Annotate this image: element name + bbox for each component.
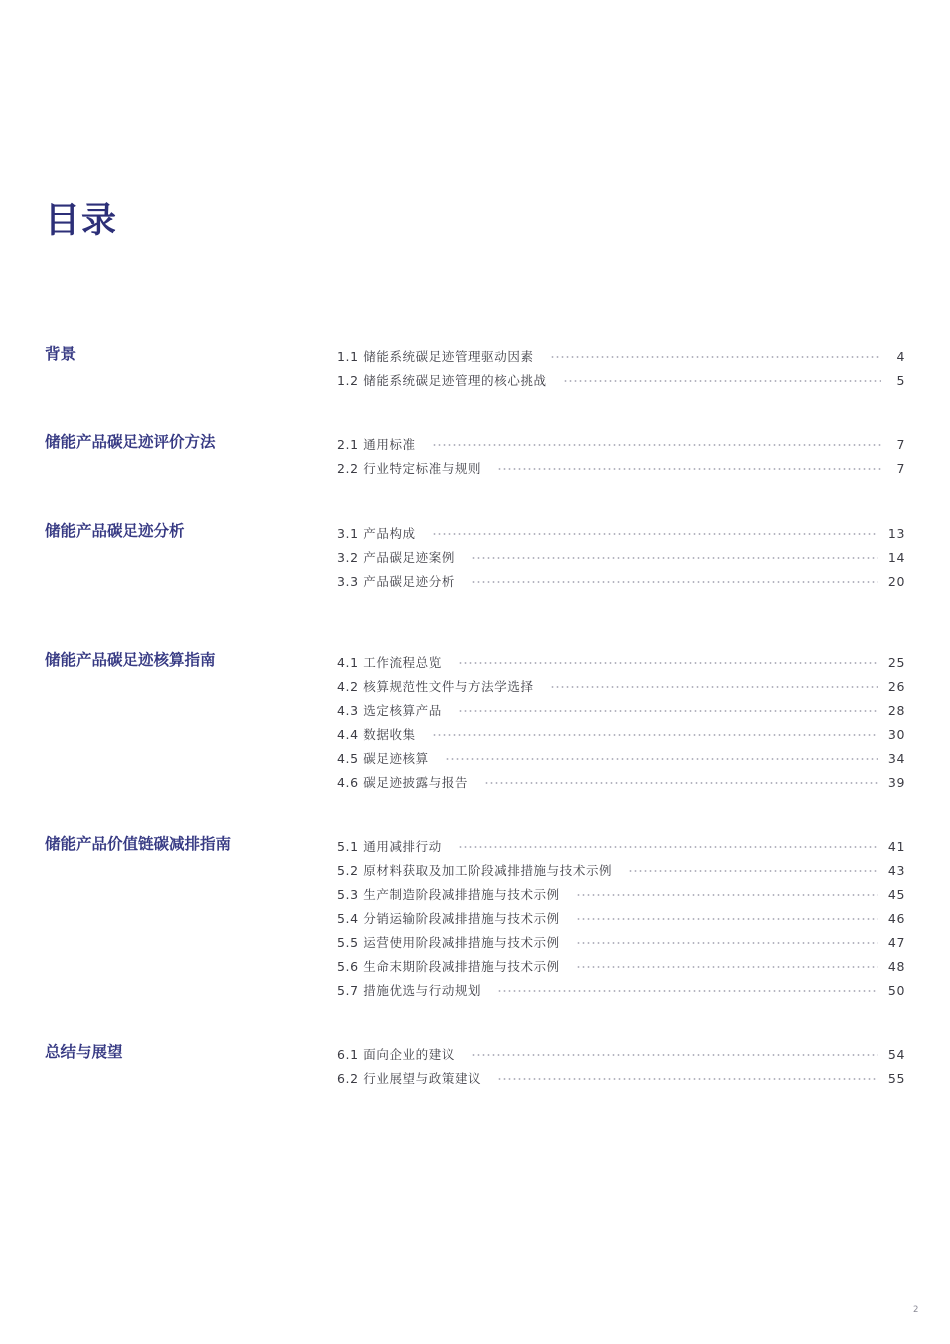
- toc-entry[interactable]: [337, 652, 905, 672]
- dotted-leader: [550, 356, 881, 358]
- toc-entry-label: 6.1 面向企业的建议: [337, 1047, 455, 1062]
- section-heading[interactable]: 背景: [45, 345, 77, 363]
- toc-entry-label: 5.7 措施优选与行动规划: [337, 983, 482, 998]
- toc-entry-label: 4.5 碳足迹核算: [337, 751, 429, 766]
- toc-entry-page: 25: [887, 654, 905, 670]
- toc-entry[interactable]: [337, 434, 905, 454]
- toc-entry-page: 34: [887, 750, 905, 766]
- dotted-leader: [458, 846, 878, 848]
- toc-entry-label: 3.2 产品碳足迹案例: [337, 550, 455, 565]
- toc-entry[interactable]: [337, 772, 905, 792]
- toc-entry[interactable]: [337, 523, 905, 543]
- toc-entry-page: 4: [896, 348, 905, 364]
- toc-entry-label: 6.2 行业展望与政策建议: [337, 1071, 482, 1086]
- dotted-leader: [576, 942, 878, 944]
- page-title: 目录: [45, 201, 118, 241]
- toc-entry[interactable]: [337, 956, 905, 976]
- toc-entry[interactable]: [337, 458, 905, 478]
- dotted-leader: [576, 894, 878, 896]
- toc-entry[interactable]: [337, 908, 905, 928]
- dotted-leader: [458, 662, 878, 664]
- dotted-leader: [563, 380, 881, 382]
- dotted-leader: [432, 533, 878, 535]
- toc-entry-label: 5.2 原材料获取及加工阶段减排措施与技术示例: [337, 863, 613, 878]
- dotted-leader: [484, 782, 878, 784]
- toc-entry-page: 26: [887, 678, 905, 694]
- toc-entry[interactable]: [337, 980, 905, 1000]
- toc-entry-label: 4.2 核算规范性文件与方法学选择: [337, 679, 534, 694]
- toc-entry-label: 5.1 通用减排行动: [337, 839, 442, 854]
- toc-entry-label: 4.4 数据收集: [337, 727, 416, 742]
- toc-entry-label: 1.2 储能系统碳足迹管理的核心挑战: [337, 373, 547, 388]
- toc-entry-page: 7: [896, 436, 905, 452]
- toc-entry[interactable]: [337, 1044, 905, 1064]
- toc-entry-page: 20: [887, 573, 905, 589]
- toc-entry-page: 39: [887, 774, 905, 790]
- toc-entry[interactable]: [337, 836, 905, 856]
- toc-entry-page: 14: [887, 549, 905, 565]
- toc-entry-label: 5.5 运营使用阶段减排措施与技术示例: [337, 935, 560, 950]
- toc-entry[interactable]: [337, 571, 905, 591]
- toc-entry-label: 4.3 选定核算产品: [337, 703, 442, 718]
- toc-entry-label: 4.1 工作流程总览: [337, 655, 442, 670]
- page-number: 2: [913, 1305, 919, 1315]
- toc-entry[interactable]: [337, 724, 905, 744]
- dotted-leader: [497, 990, 878, 992]
- toc-entry-page: 43: [887, 862, 905, 878]
- toc-entry-label: 2.2 行业特定标准与规则: [337, 461, 482, 476]
- toc-entry-page: 54: [887, 1046, 905, 1062]
- dotted-leader: [550, 686, 878, 688]
- section-heading[interactable]: 总结与展望: [45, 1043, 123, 1061]
- dotted-leader: [471, 581, 878, 583]
- dotted-leader: [471, 557, 878, 559]
- dotted-leader: [576, 966, 878, 968]
- dotted-leader: [432, 734, 878, 736]
- toc-entry[interactable]: [337, 547, 905, 567]
- toc-entry[interactable]: [337, 346, 905, 366]
- toc-entry-page: 13: [887, 525, 905, 541]
- toc-entry-label: 5.4 分销运输阶段减排措施与技术示例: [337, 911, 560, 926]
- toc-entry-page: 50: [887, 982, 905, 998]
- toc-entry-page: 48: [887, 958, 905, 974]
- section-heading[interactable]: 储能产品碳足迹评价方法: [45, 433, 216, 451]
- dotted-leader: [471, 1054, 878, 1056]
- toc-entry-label: 1.1 储能系统碳足迹管理驱动因素: [337, 349, 534, 364]
- dotted-leader: [576, 918, 878, 920]
- toc-entry-label: 3.1 产品构成: [337, 526, 416, 541]
- toc-entry-label: 2.1 通用标准: [337, 437, 416, 452]
- toc-entry[interactable]: [337, 370, 905, 390]
- toc-entry-page: 30: [887, 726, 905, 742]
- toc-entry-page: 55: [887, 1070, 905, 1086]
- dotted-leader: [497, 1078, 878, 1080]
- toc-entry-label: 5.3 生产制造阶段减排措施与技术示例: [337, 887, 560, 902]
- dotted-leader: [458, 710, 878, 712]
- toc-entry-page: 5: [896, 372, 905, 388]
- section-heading[interactable]: 储能产品碳足迹分析: [45, 522, 185, 540]
- toc-entry-label: 3.3 产品碳足迹分析: [337, 574, 455, 589]
- dotted-leader: [497, 468, 881, 470]
- toc-entry-page: 41: [887, 838, 905, 854]
- toc-entry-label: 5.6 生命末期阶段减排措施与技术示例: [337, 959, 560, 974]
- toc-entry-page: 45: [887, 886, 905, 902]
- toc-entry-label: 4.6 碳足迹披露与报告: [337, 775, 469, 790]
- toc-entry[interactable]: [337, 748, 905, 768]
- toc-entry[interactable]: [337, 676, 905, 696]
- dotted-leader: [445, 758, 878, 760]
- dotted-leader: [628, 870, 878, 872]
- section-heading[interactable]: 储能产品碳足迹核算指南: [45, 651, 216, 669]
- toc-entry[interactable]: [337, 860, 905, 880]
- toc-entry[interactable]: [337, 700, 905, 720]
- section-heading[interactable]: 储能产品价值链碳减排指南: [45, 835, 232, 853]
- dotted-leader: [432, 444, 881, 446]
- toc-entry[interactable]: [337, 884, 905, 904]
- toc-entry-page: 46: [887, 910, 905, 926]
- toc-entry[interactable]: [337, 932, 905, 952]
- toc-entry-page: 47: [887, 934, 905, 950]
- toc-entry[interactable]: [337, 1068, 905, 1088]
- toc-entry-page: 28: [887, 702, 905, 718]
- toc-entry-page: 7: [896, 460, 905, 476]
